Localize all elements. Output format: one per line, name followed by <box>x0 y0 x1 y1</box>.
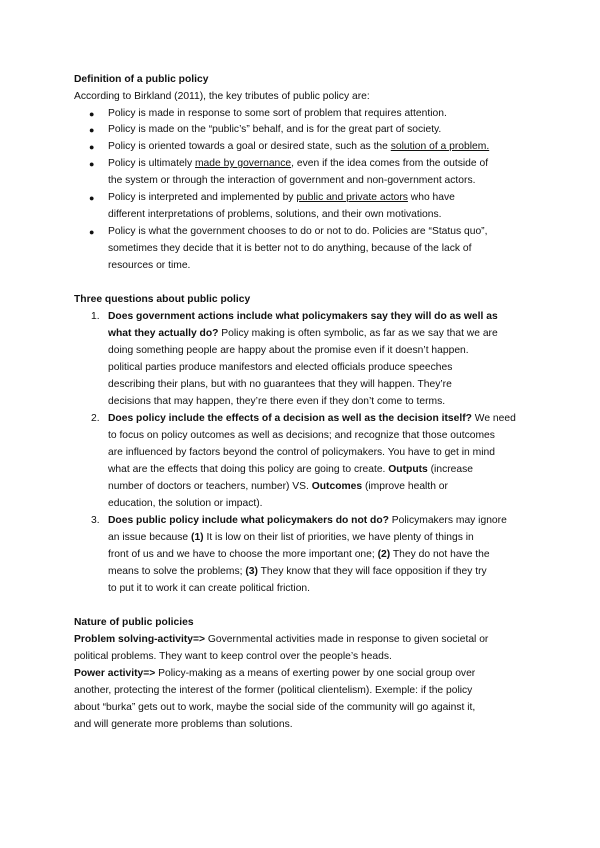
paragraph-problem-solving-continued: political problems. They want to keep control over the people’s heads. <box>74 651 392 662</box>
list-item-text: Policy is what the government chooses to do or not to do. Policies are “Status quo”, <box>108 226 488 237</box>
paragraph-power-activity-continued: and will generate more problems than solutions. <box>74 719 293 730</box>
section-heading-definition: Definition of a public policy <box>74 74 209 85</box>
list-item-text: Policy is made on the “public’s” behalf, and is for the great part of society. <box>108 124 442 135</box>
answer-text: describing their plans, but with no guarantees that they will happen. They’re <box>108 379 452 390</box>
underlined-phrase: public and private actors <box>296 192 408 203</box>
list-item-text: Policy is oriented towards a goal or desired state, such as the solution of a problem. <box>108 141 490 152</box>
term-problem-solving: Problem solving-activity=> <box>74 634 206 645</box>
answer-text: doing something people are happy about the promise even if it doesn’t happen. <box>108 345 469 356</box>
list-item-text-continued: the system or through the interaction of government and non-government actors. <box>108 175 476 186</box>
answer-text: to focus on policy outcomes as well as decisions; and recognize that those outcomes <box>108 430 495 441</box>
answer-text: to put it to work it can create political friction. <box>108 583 311 594</box>
bullet-marker: ● <box>89 125 95 135</box>
list-item-text: Policy is ultimately made by governance, even if the idea comes from the outside of <box>108 158 489 169</box>
list-number: 1. <box>91 311 100 322</box>
bullet-marker: ● <box>89 142 95 152</box>
answer-text: what are the effects that doing this policy are going to create. Outputs (increase <box>108 464 473 475</box>
term-outcomes: Outcomes <box>311 481 363 492</box>
question-text: Does government actions include what policymakers say they will do as well as <box>108 311 498 322</box>
intro-paragraph: According to Birkland (2011), the key tributes of public policy are: <box>74 91 370 102</box>
list-item-text: Policy is made in response to some sort of problem that requires attention. <box>108 108 447 119</box>
answer-text: decisions that may happen, they’re there even if they don’t come to terms. <box>108 396 446 407</box>
answer-text: front of us and we have to choose the more important one; (2) They do not have the <box>108 549 490 560</box>
answer-text: means to solve the problems; (3) They know that they will face opposition if they try <box>108 566 487 577</box>
term-power-activity: Power activity=> <box>74 668 156 679</box>
bullet-marker: ● <box>89 227 95 237</box>
section-heading-three-questions: Three questions about public policy <box>74 294 251 305</box>
bullet-marker: ● <box>89 193 95 203</box>
list-item-text-continued: sometimes they decide that it is better not to do anything, because of the lack of <box>108 243 472 254</box>
bullet-marker: ● <box>89 159 95 169</box>
question-text: Does public policy include what policymakers do not do? Policymakers may ignore <box>108 515 507 526</box>
underlined-phrase: made by governance <box>194 158 292 169</box>
bullet-marker: ● <box>89 109 95 119</box>
section-heading-nature: Nature of public policies <box>74 617 194 628</box>
list-number: 2. <box>91 413 100 424</box>
answer-text: are influenced by factors beyond the control of policymakers. You have to get in mind <box>108 447 495 458</box>
paragraph-problem-solving: Problem solving-activity=> Governmental activities made in response to given societal or <box>74 634 489 645</box>
term-outputs: Outputs <box>388 464 428 475</box>
answer-text: number of doctors or teachers, number) VS. Outcomes (improve health or <box>108 481 448 492</box>
paragraph-power-activity-continued: another, protecting the interest of the former (political clientelism). Exemple: if the policy <box>74 685 473 696</box>
paragraph-power-activity-continued: about “burka” gets out to work, maybe the social side of the community will go against it, <box>74 702 476 713</box>
list-item-text-continued: resources or time. <box>108 260 191 271</box>
paragraph-power-activity: Power activity=> Policy-making as a means of exerting power by one social group over <box>74 668 476 679</box>
list-item-text: Policy is interpreted and implemented by public and private actors who have <box>108 192 455 203</box>
answer-text: education, the solution or impact). <box>108 498 263 509</box>
question-text: Does policy include the effects of a decision as well as the decision itself? We need <box>108 413 516 424</box>
list-number: 3. <box>91 515 100 526</box>
list-item-text-continued: different interpretations of problems, solutions, and their own motivations. <box>108 209 442 220</box>
answer-text: an issue because (1) It is low on their list of priorities, we have plenty of things in <box>108 532 474 543</box>
question-text: what they actually do? Policy making is often symbolic, as far as we say that we are <box>108 328 498 339</box>
underlined-phrase: solution of a problem. <box>390 141 490 152</box>
answer-text: political parties produce manifestors and elected officials produce speeches <box>108 362 453 373</box>
